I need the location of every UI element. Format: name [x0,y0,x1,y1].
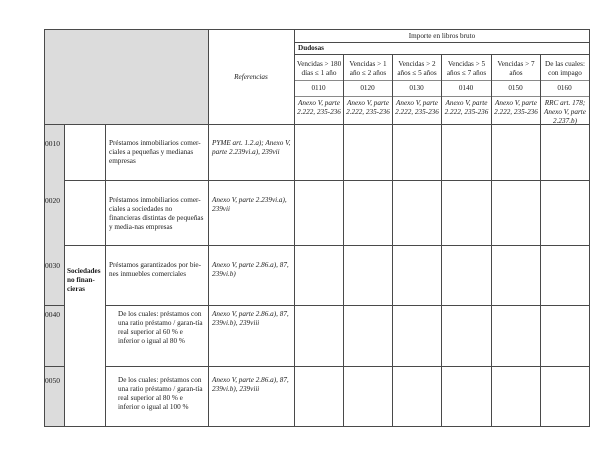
row-description: Préstamos garantizados por bie-nes inmuebles comerciales [109,261,202,278]
grid-line [44,124,590,125]
column-label: Vencidas > 2 años ≤ 5 años [397,60,437,77]
grid-line [44,366,64,367]
row-description: De los cuales: préstamos con una ratio préstamo / garan-tía real superior al 80 % e inferior o igual al 100 % [118,376,203,411]
importe-header: Importe en libros bruto [408,32,476,40]
column-label: Vencidas > 180 días ≤ 1 año [296,60,342,77]
grid-line [44,29,45,427]
row-code: 0040 [45,310,60,319]
grid-line [208,29,209,427]
grid-line [491,54,492,427]
grid-line [294,96,590,97]
column-reference: Anexo V, parte 2.222, 235-236 [494,99,538,116]
grid-line [64,245,590,246]
column-code: 0160 [557,84,572,92]
row-code: 0020 [45,196,60,205]
grid-line [589,29,590,427]
row-reference: Anexo V, parte 2.239vi.a), 239vii [212,196,287,213]
grid-line [392,54,393,427]
row-code: 0010 [45,139,60,148]
row-reference: Anexo V, parte 2.86.a), 87, 239vi.b) [212,261,289,278]
dudosas-header: Dudosas [298,44,324,52]
grid-line [64,180,590,181]
header-gray-fill [44,30,208,124]
grid-line [294,54,590,55]
row-code: 0050 [45,376,60,385]
grid-line [105,305,590,306]
row-description: Préstamos inmobiliarios comer-ciales a sociedades no financieras distintas de pequeñas y media-nas empresas [109,196,204,231]
column-code: 0120 [360,84,375,92]
row-code: 0030 [45,261,60,270]
row-description: Préstamos inmobiliarios comer-ciales a pequeñas y medianas empresas [109,139,201,165]
column-reference: Anexo V, parte 2.222, 235-236 [297,99,341,116]
row-reference: Anexo V, parte 2.86.a), 87, 239vi.b), 239viii [212,310,289,327]
row-reference: PYME art. 1.2.a); Anexo V, parte 2.239vi.a), 239vii [212,139,291,156]
group-label: Sociedades no finan-cieras [67,267,101,293]
grid-line [44,426,590,427]
grid-line [44,29,590,30]
column-label: Vencidas > 7 años [497,60,535,77]
column-reference: RRC art. 178; Anexo V, parte 2.237.b) [544,99,586,125]
grid-line [44,305,64,306]
grid-line [64,124,65,427]
grid-line [343,54,344,427]
grid-line [105,124,106,427]
row-description: De los cuales: préstamos con una ratio préstamo / garan-tía real superior al 60 % e inferior o igual al 80 % [118,310,203,345]
referencias-header: Referencias [234,73,268,81]
column-label: Vencidas > 1 año ≤ 2 años [349,60,387,77]
grid-line [294,42,590,43]
grid-line [540,54,541,427]
column-label: Vencidas > 5 años ≤ 7 años [446,60,487,77]
column-code: 0140 [458,84,474,92]
grid-line [441,54,442,427]
column-code: 0130 [409,84,424,92]
column-reference: Anexo V, parte 2.222, 235-236 [395,99,439,116]
column-code: 0150 [508,84,523,92]
row-reference: Anexo V, parte 2.86.a), 87, 239vi.b), 239viii [212,376,289,393]
grid-line [105,366,590,367]
column-label: De las cuales: con impago [545,60,585,77]
grid-line [294,80,590,81]
column-reference: Anexo V, parte 2.222, 235-236 [346,99,390,116]
column-code: 0110 [311,84,326,92]
column-reference: Anexo V, parte 2.222, 235-236 [444,99,489,116]
